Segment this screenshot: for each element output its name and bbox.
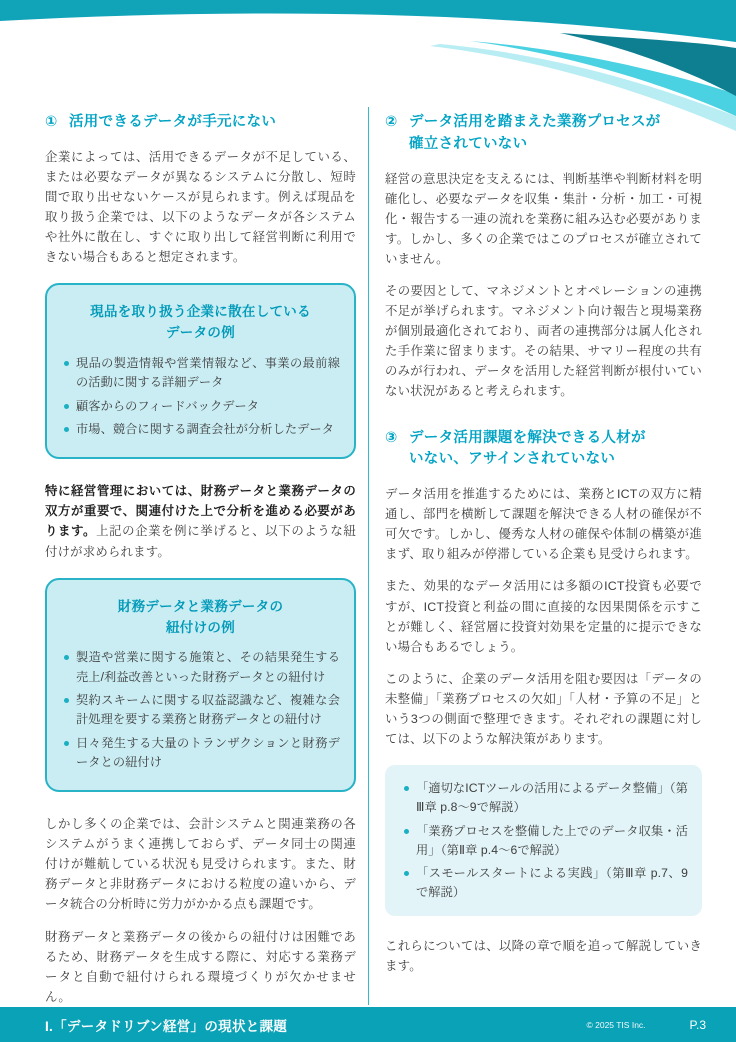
- example-box-scattered-data: [45, 283, 356, 459]
- list-item: 「スモールスタートによる実践」（第Ⅲ章 p.7、9で解説）: [401, 864, 688, 903]
- solutions-box: [385, 765, 702, 916]
- bullet-icon: [404, 871, 409, 876]
- list-item: 日々発生する大量のトランザクションと財務データとの紐付け: [61, 734, 340, 773]
- footer-page-number: P.3: [689, 1017, 706, 1032]
- section-heading-1: [45, 112, 356, 134]
- bullet-icon: [64, 698, 69, 703]
- example-box-list: [61, 648, 340, 772]
- list-item: 契約スキームに関する収益認識など、複雑な会計処理を要する業務と財務データとの紐付け: [61, 691, 340, 730]
- list-item: 製造や営業に関する施策と、その結果発生する売上/利益改善といった財務データとの紐付け: [61, 648, 340, 687]
- section-heading-2: [385, 112, 702, 156]
- right-column: [385, 112, 702, 1019]
- bullet-icon: [404, 786, 409, 791]
- paragraph: 経営の意思決定を支えるには、判断基準や判断材料を明確化し、必要なデータを収集・集計・分析・加工・可視化・報告する一連の流れを業務に組み込む必要があります。しかし、多くの企業ではこのプロセスが確立されていません。: [385, 171, 702, 266]
- solutions-list: [401, 779, 688, 903]
- paragraph: このように、企業のデータ活用を阻む要因は「データの未整備」「業務プロセスの欠如」「人材・予算の不足」という3つの側面で整理できます。それぞれの課題に対しては、以下のような解決策があります。: [385, 671, 702, 747]
- bullet-icon: [64, 404, 69, 409]
- paragraph: これらについては、以降の章で順を追って解説していきます。: [385, 938, 702, 973]
- list-item: 顧客からのフィードバックデータ: [61, 397, 340, 416]
- example-box-title: 財務データと業務データの 紐付けの例: [117, 598, 284, 635]
- section-number-2: ②: [385, 114, 398, 130]
- example-box-title: 現品を取り扱う企業に散在している データの例: [90, 304, 311, 341]
- section-number-1: ①: [45, 114, 58, 130]
- bullet-icon: [404, 829, 409, 834]
- footer-bar: [0, 1007, 736, 1042]
- paragraph: 企業によっては、活用できるデータが不足している、または必要なデータが異なるシステムに分散し、短時間で取り出せないケースが見られます。例えば現品を取り扱う企業では、以下のようなデータが各システムや社外に散在し、すぐに取り出して経営判断に利用できない場合もあると想定されます。: [45, 149, 356, 265]
- paragraph: その要因として、マネジメントとオペレーションの連携不足が挙げられます。マネジメント向け報告と現場業務が個別最適化されており、両者の連携部分は属人化された手作業に留まります。その結果、サマリー程度の共有のみが行われ、データを活用した経営判断が根付いていない状況があると考えられます。: [385, 283, 702, 399]
- section-heading-3: [385, 428, 702, 472]
- list-item: 市場、競合に関する調査会社が分析したデータ: [61, 420, 340, 439]
- paragraph-text: 上記の企業を例に挙げると、以下のような紐付けが求められます。: [45, 524, 356, 559]
- bullet-icon: [64, 361, 69, 366]
- bullet-icon: [64, 427, 69, 432]
- content-columns: [45, 112, 702, 1019]
- section-title-3: データ活用課題を解決できる人材が いない、アサインされていない: [409, 429, 646, 468]
- footer-copyright: © 2025 TIS Inc.: [586, 1019, 646, 1030]
- list-item: 現品の製造情報や営業情報など、事業の最前線の活動に関する詳細データ: [61, 354, 340, 393]
- teal-top-band: [0, 0, 736, 42]
- example-box-data-linking: [45, 578, 356, 792]
- list-item: 「適切なICTツールの活用によるデータ整備」（第Ⅲ章 p.8～9で解説）: [401, 779, 688, 818]
- section-title-1: 活用できるデータが手元にない: [69, 114, 277, 130]
- paragraph: また、効果的なデータ活用には多額のICT投資も必要ですが、ICT投資と利益の間に直接的な因果関係を示すことが難しく、経営層に投資対効果を定量的に提示できない場合もあるでしょう。: [385, 579, 702, 654]
- emphasis-text: 特に経営管理においては、財務データと業務データの双方が重要で、関連付けた上で分析を進める必要があります。: [45, 484, 356, 539]
- section-title-2: データ活用を踏まえた業務プロセスが 確立されていない: [409, 114, 661, 152]
- list-item: 「業務プロセスを整備した上でのデータ収集・活用」（第Ⅱ章 p.4～6で解説）: [401, 822, 688, 861]
- paragraph: 財務データと業務データの後からの紐付けは困難であるため、財務データを生成する際に、対応する業務データと自動で紐付けられる環境づくりが欠かせません。: [45, 929, 356, 1004]
- bullet-icon: [64, 655, 69, 660]
- footer-section-title: I.「データドリブン経営」の現状と課題: [45, 1018, 288, 1034]
- paragraph: [45, 481, 356, 561]
- paragraph: しかし多くの企業では、会計システムと関連業務の各システムがうまく連携しておらず、データ同士の関連付けが難航している状況も見受けられます。また、財務データと非財務データにおける粒度の違いから、データ統合の分析時に労力がかかる点も課題です。: [45, 817, 356, 912]
- example-box-list: [61, 354, 340, 439]
- left-column: [45, 112, 356, 1019]
- paragraph: データ活用を推進するためには、業務とICTの双方に精通し、部門を横断して課題を解決できる人材の確保が不可欠です。しかし、優秀な人材の確保や体制の構築が進まず、取り組みが停滞している企業も見受けられます。: [385, 487, 702, 562]
- bullet-icon: [64, 741, 69, 746]
- section-number-3: ③: [385, 429, 398, 446]
